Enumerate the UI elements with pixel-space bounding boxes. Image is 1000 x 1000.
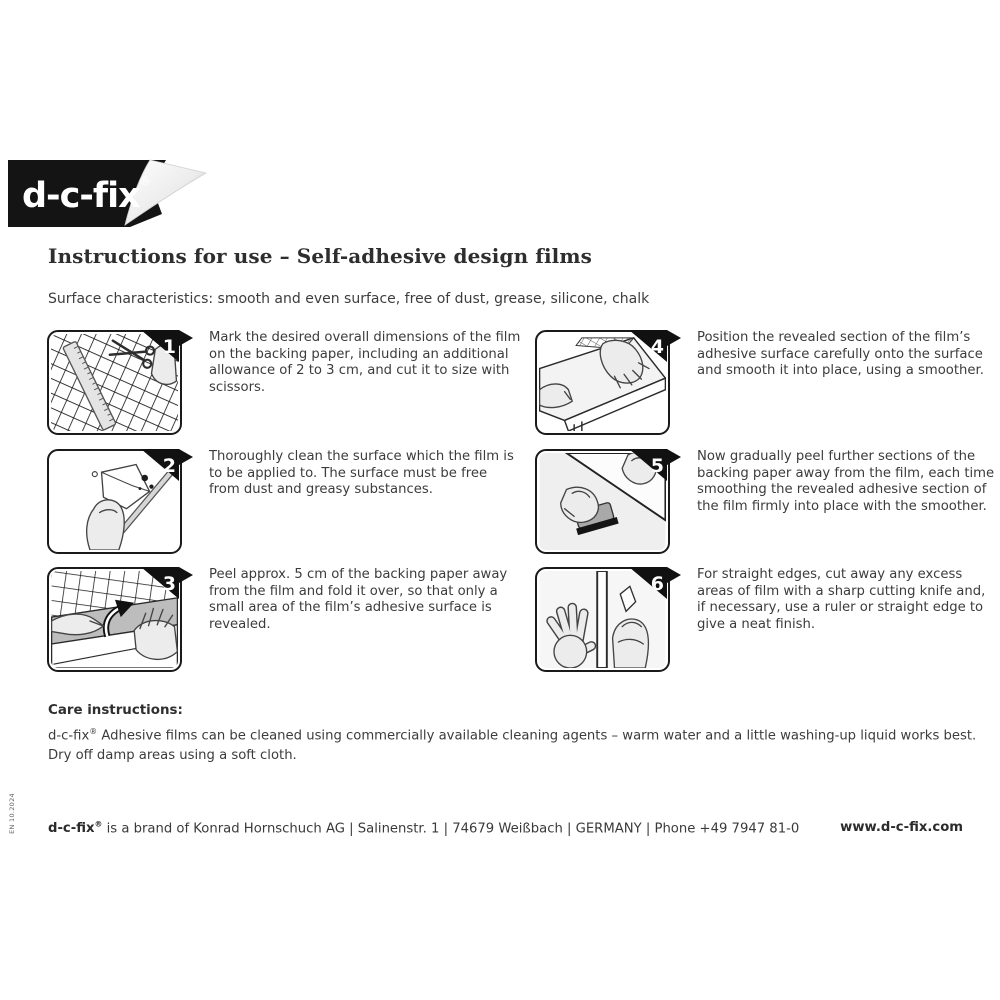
footer-registered-mark: ® bbox=[94, 820, 103, 829]
step-1 bbox=[47, 330, 521, 435]
edition-code: EN 10.2024 bbox=[8, 793, 16, 834]
step-6-text: For straight edges, cut away any excess areas of film with a sharp cutting knife and, if necessary, use a ruler or straight edge to give a neat finish. bbox=[697, 567, 986, 632]
step-5-thumbnail bbox=[535, 449, 670, 554]
care-brand: d-c-fix bbox=[48, 728, 90, 744]
step-6-thumbnail bbox=[535, 567, 670, 672]
step-number: 6 bbox=[650, 573, 664, 595]
step-number-badge bbox=[627, 566, 685, 600]
dcfix-logo bbox=[8, 156, 218, 231]
care-text: Adhesive films can be cleaned using commercially available cleaning agents – warm water and a little washing-up liquid works best. Dry off damp areas using a soft cloth. bbox=[48, 728, 977, 763]
step-1-thumbnail bbox=[47, 330, 182, 435]
logo-registered-mark: ® bbox=[139, 174, 151, 188]
step-number-badge bbox=[627, 329, 685, 363]
step-4 bbox=[535, 330, 995, 435]
step-1-text: Mark the desired overall dimensions of the film on the backing paper, including an additional allowance of 2 to 3 cm, and cut it to size with scissors. bbox=[209, 330, 521, 395]
page-title: Instructions for use – Self-adhesive design films bbox=[48, 244, 592, 268]
step-2-text: Thoroughly clean the surface which the film is to be applied to. The surface must be free from dust and greasy substances. bbox=[209, 449, 514, 498]
step-6 bbox=[535, 567, 995, 672]
step-2 bbox=[47, 449, 521, 554]
step-3-text: Peel approx. 5 cm of the backing paper away from the film and fold it over, so that only a small area of the film’s adhesive surface is revealed. bbox=[209, 567, 508, 632]
footer-website: www.d-c-fix.com bbox=[840, 820, 963, 835]
care-registered-mark: ® bbox=[89, 727, 98, 736]
excess-film-strip bbox=[597, 571, 607, 668]
step-number: 3 bbox=[162, 573, 176, 595]
footer-company-line bbox=[48, 820, 799, 836]
dcfix-logo-graphic bbox=[8, 156, 218, 231]
step-number: 4 bbox=[650, 336, 664, 358]
logo-brand-text: d-c-fix bbox=[22, 176, 140, 216]
step-number: 2 bbox=[162, 455, 176, 477]
surface-characteristics-line: Surface characteristics: smooth and even surface, free of dust, grease, silicone, chalk bbox=[48, 291, 650, 307]
step-number-badge bbox=[139, 329, 197, 363]
footer-company-text: is a brand of Konrad Hornschuch AG | Salinenstr. 1 | 74679 Weißbach | GERMANY | Phone +49 7947 81-0 bbox=[102, 821, 800, 837]
step-5-text: Now gradually peel further sections of the backing paper away from the film, each time smoothing the revealed adhesive section of the film firmly into place with the smoother. bbox=[697, 449, 995, 514]
step-number: 1 bbox=[162, 336, 176, 358]
step-3 bbox=[47, 567, 521, 672]
step-5 bbox=[535, 449, 995, 554]
step-number-badge bbox=[139, 448, 197, 482]
footer-brand: d-c-fix bbox=[48, 821, 95, 837]
step-4-thumbnail bbox=[535, 330, 670, 435]
step-number-badge bbox=[627, 448, 685, 482]
step-number-badge bbox=[139, 566, 197, 600]
step-number: 5 bbox=[650, 455, 664, 477]
step-2-thumbnail bbox=[47, 449, 182, 554]
care-instructions-body bbox=[48, 722, 982, 765]
hand-illustration bbox=[87, 500, 125, 550]
step-3-thumbnail bbox=[47, 567, 182, 672]
step-4-text: Position the revealed section of the film’s adhesive surface carefully onto the surface and smooth it into place, using a smoother. bbox=[697, 330, 984, 379]
care-instructions-heading: Care instructions: bbox=[48, 703, 183, 718]
